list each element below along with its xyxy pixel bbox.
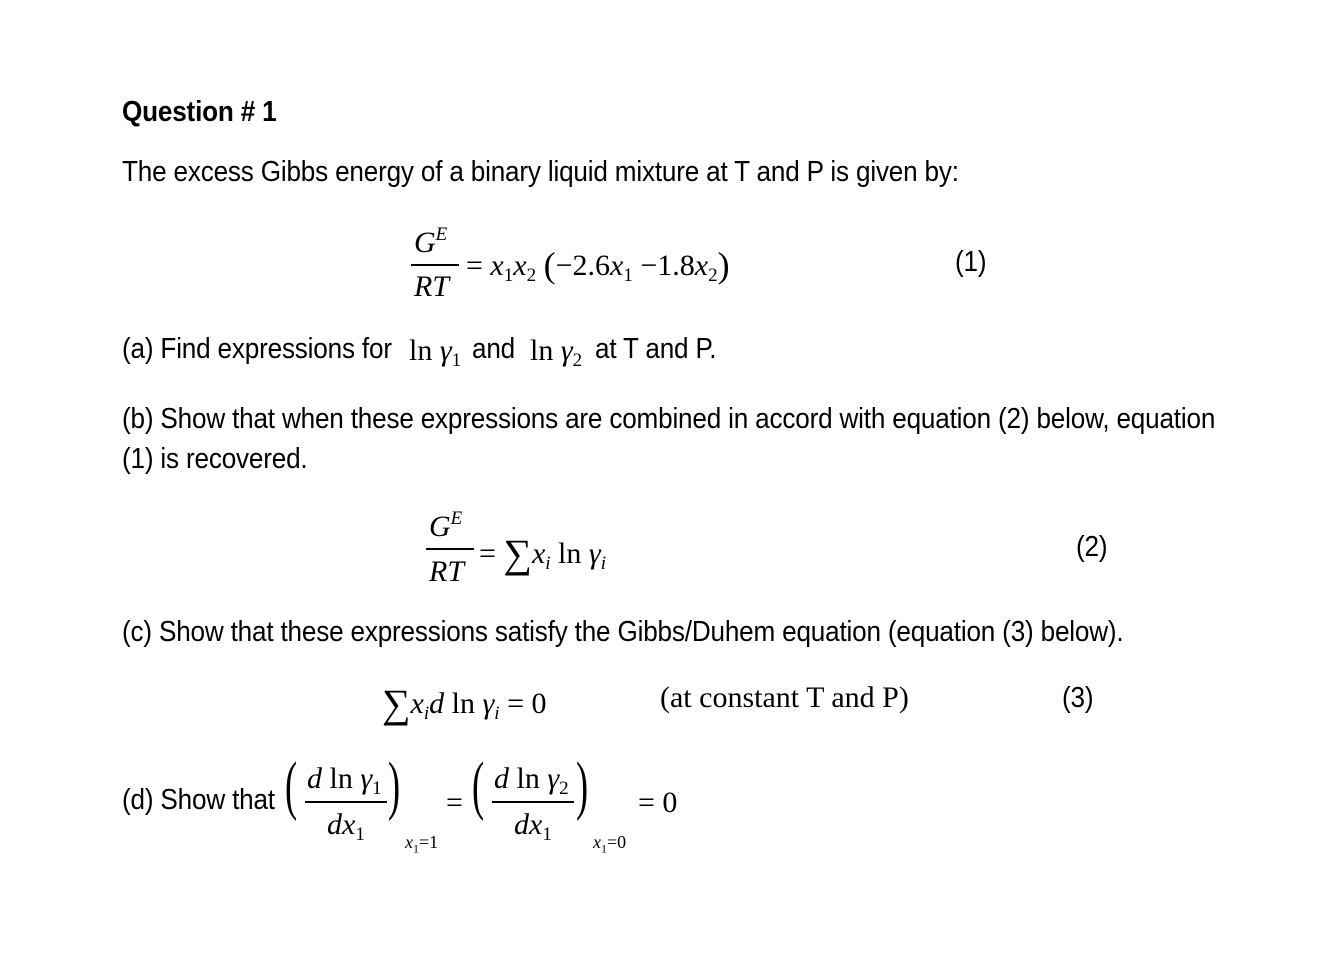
part-d-prefix: (d) Show that — [122, 784, 275, 816]
part-a-ln-gamma1: $\ln \gamma_1$ — [409, 334, 462, 371]
part-d-fraction-line-2 — [492, 801, 574, 803]
part-a-suffix: at T and P. — [595, 333, 717, 365]
eq2-denominator: RT — [429, 555, 465, 588]
eq3-condition: (at constant T and P) — [660, 681, 909, 714]
part-d-left-paren-2: ( — [472, 749, 485, 822]
part-d-eval-2: $x_1=0$ — [593, 832, 627, 856]
eq1-number: (1) — [955, 246, 987, 278]
eq2-fraction-line — [426, 548, 474, 550]
part-c-text: (c) Show that these expressions satisfy the Gibbs/Duhem equation (equation (3) below). — [122, 616, 1124, 648]
part-d-eval-1: $x_1=1$ — [405, 832, 439, 856]
eq1-denominator: RT — [414, 270, 450, 303]
part-d-den-1: $dx_1$ — [327, 808, 365, 845]
eq1-fraction-line — [411, 264, 459, 266]
part-d-right-paren-2: ) — [576, 749, 589, 822]
eq3-lhs: $\sum x_id$ $\ln \gamma_i = 0$ — [382, 681, 547, 726]
eq1-numerator: $G^E$ — [414, 224, 448, 259]
eq2-rhs: = $\sum x_i$ $\ln \gamma_i$ — [479, 531, 606, 576]
part-a-and: and — [472, 333, 516, 365]
eq2-number: (2) — [1076, 531, 1108, 563]
part-d-left-paren-1: ( — [285, 749, 298, 822]
question-title: Question # 1 — [122, 96, 277, 128]
part-b-line2: (1) is recovered. — [122, 443, 308, 475]
intro-text: The excess Gibbs energy of a binary liquid mixture at T and P is given by: — [122, 156, 959, 188]
part-d-num-1: d $\ln \gamma_1$ — [307, 762, 382, 799]
eq2-numerator: $G^E$ — [429, 508, 463, 543]
eq3-number: (3) — [1062, 682, 1094, 714]
part-d-den-2: $dx_1$ — [514, 808, 552, 845]
part-d-num-2: d $\ln \gamma_2$ — [494, 762, 569, 799]
part-d-right-paren-1: ) — [388, 749, 401, 822]
part-a-prefix: (a) Find expressions for — [122, 333, 392, 365]
part-b-line1: (b) Show that when these expressions are combined in accord with equation (2) below, equation — [122, 403, 1216, 435]
part-d-rhs: = 0 — [638, 786, 678, 819]
part-a-ln-gamma2: $\ln \gamma_2$ — [530, 334, 583, 371]
eq1-rhs: = $x_1x_2$ $(-2.6x_1 -1.8x_2)$ — [466, 245, 730, 286]
part-d-equals: = — [446, 786, 463, 819]
part-d-fraction-line-1 — [305, 801, 387, 803]
